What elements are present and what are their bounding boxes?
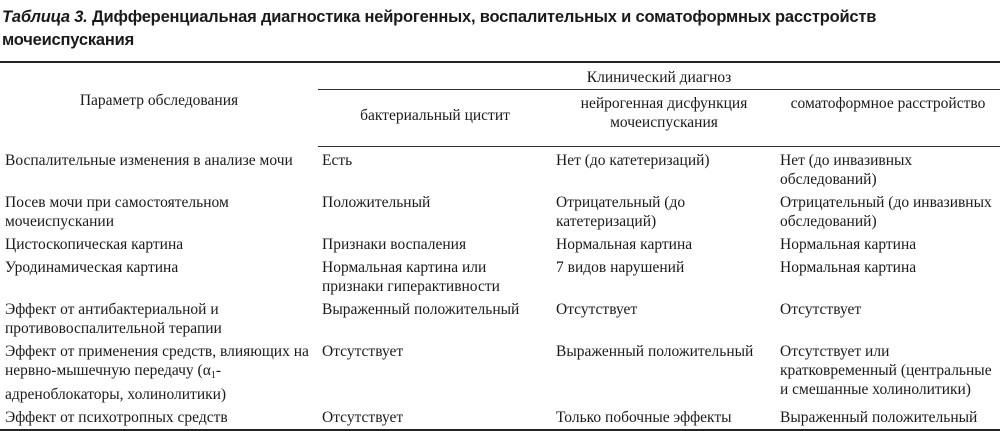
cell-neurogenic-dysfunction: Нормальная картина (556, 236, 693, 253)
cell-somatoform-disorder: Отсутствует или кратковременный (центральные и смешанные холинолитики) (780, 343, 992, 398)
cell-bacterial-cystitis: Нормальная картина или признаки гиперактивности (322, 259, 500, 295)
table-row (0, 193, 1000, 235)
table-row (0, 342, 1000, 408)
column-header-bacterial-cystitis: бактериальный цистит (318, 90, 552, 147)
diagnosis-table (0, 61, 1000, 431)
cell-bacterial-cystitis: Отсутствует (322, 343, 404, 360)
row-parameter-tail: -адреноблокаторы, холинолитики) (5, 362, 227, 403)
column-header-neurogenic-dysfunction: нейрогенная дисфункция мочеиспускания (552, 90, 776, 147)
row-parameter: Эффект от антибактериальной и противовоспалительной терапии (5, 301, 222, 337)
table-row (0, 147, 1000, 194)
cell-bacterial-cystitis: Выраженный положительный (322, 301, 520, 318)
row-parameter-main: Эффект от применения средств, влияющих на нервно-мышечную передачу (α (5, 343, 309, 379)
row-parameter: Эффект от психотропных средств (0, 408, 318, 430)
table-row (0, 408, 1000, 430)
param-header: Параметр обследования (0, 62, 318, 147)
row-parameter: Уродинамическая картина (5, 259, 179, 276)
row-parameter-subscript: 1 (210, 370, 216, 381)
table-row (0, 300, 1000, 342)
table-caption (2, 6, 996, 52)
row-parameter: Цистоскопическая картина (5, 236, 184, 253)
cell-neurogenic-dysfunction: Только побочные эффекты (552, 408, 776, 430)
cell-neurogenic-dysfunction: Выраженный положительный (556, 343, 754, 360)
cell-somatoform-disorder: Отсутствует (780, 301, 862, 318)
row-parameter: Воспалительные изменения в анализе мочи (5, 151, 293, 169)
cell-somatoform-disorder: Нормальная картина (780, 259, 917, 276)
cell-bacterial-cystitis: Есть (322, 152, 353, 169)
clinical-diagnosis-header: Клинический диагноз (318, 62, 1000, 90)
caption-title: Дифференциальная диагностика нейрогенных, воспалительных и соматоформных расстройств мочеиспускания (2, 8, 877, 49)
caption-label: Таблица 3. (2, 8, 88, 26)
column-header-somatoform-disorder: соматоформное расстройство (776, 90, 1000, 147)
cell-somatoform-disorder: Выраженный положительный (776, 408, 1000, 430)
cell-bacterial-cystitis: Положительный (322, 194, 431, 211)
cell-neurogenic-dysfunction: Отсутствует (556, 301, 638, 318)
cell-somatoform-disorder: Нет (до инвазивных обследований) (780, 152, 913, 188)
table-row (0, 235, 1000, 258)
cell-somatoform-disorder: Отрицательный (до инвазивных обследований) (780, 194, 992, 230)
table-row (0, 258, 1000, 300)
cell-neurogenic-dysfunction: Нет (до катетеризаций) (556, 152, 710, 169)
cell-somatoform-disorder: Нормальная картина (780, 236, 917, 253)
cell-neurogenic-dysfunction: 7 видов нарушений (556, 259, 685, 276)
cell-bacterial-cystitis: Признаки воспаления (322, 236, 467, 253)
cell-bacterial-cystitis: Отсутствует (318, 408, 552, 430)
row-parameter: Посев мочи при самостоятельном мочеиспускании (5, 194, 229, 230)
row-parameter (0, 342, 318, 408)
cell-neurogenic-dysfunction: Отрицательный (до катетеризаций) (556, 194, 686, 230)
